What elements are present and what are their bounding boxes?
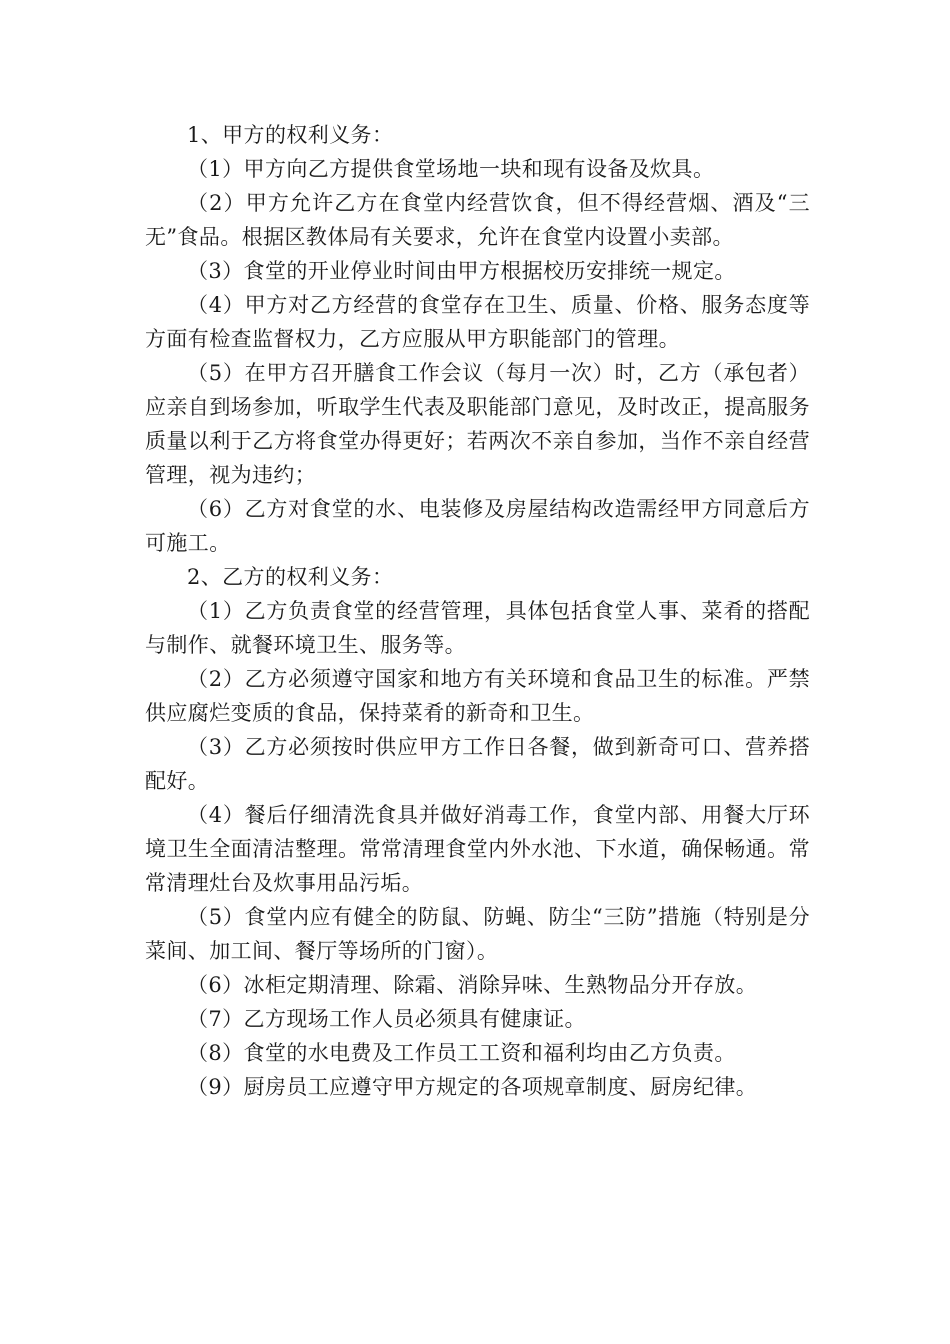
document-body [145,118,810,1104]
paragraph: （6）乙方对食堂的水、电装修及房屋结构改造需经甲方同意后方可施工。 [145,497,810,555]
paragraph: （4）甲方对乙方经营的食堂存在卫生、质量、价格、服务态度等方面有检查监督权力，乙方应服从甲方职能部门的管理。 [145,293,810,351]
paragraph: （2）乙方必须遵守国家和地方有关环境和食品卫生的标准。严禁供应腐烂变质的食品，保持菜肴的新奇和卫生。 [145,667,810,725]
paragraph: （5）在甲方召开膳食工作会议（每月一次）时，乙方（承包者）应亲自到场参加，听取学生代表及职能部门意见，及时改正，提高服务质量以利于乙方将食堂办得更好；若两次不亲自参加，当作不亲自经营管理，视为违约； [145,361,810,487]
paragraph: （6）冰柜定期清理、除霜、消除异味、生熟物品分开存放。 [187,973,758,997]
paragraph: （8）食堂的水电费及工作员工工资和福利均由乙方负责。 [187,1041,736,1065]
paragraph: （3）食堂的开业停业时间由甲方根据校历安排统一规定。 [187,259,736,283]
section-heading-party-b: 2、乙方的权利义务： [187,565,394,589]
paragraph: （5）食堂内应有健全的防鼠、防蝇、防尘“三防”措施（特别是分菜间、加工间、餐厅等场所的门窗）。 [145,905,810,963]
section-heading-party-a: 1、甲方的权利义务： [187,123,394,147]
paragraph: （3）乙方必须按时供应甲方工作日各餐，做到新奇可口、营养搭配好。 [145,735,810,793]
paragraph: （2）甲方允许乙方在食堂内经营饮食，但不得经营烟、酒及“三无”食品。根据区教体局有关要求，允许在食堂内设置小卖部。 [145,191,810,249]
paragraph: （1）乙方负责食堂的经营管理，具体包括食堂人事、菜肴的搭配与制作、就餐环境卫生、服务等。 [145,599,810,657]
paragraph: （9）厨房员工应遵守甲方规定的各项规章制度、厨房纪律。 [187,1075,758,1099]
paragraph: （7）乙方现场工作人员必须具有健康证。 [187,1007,586,1031]
paragraph: （1）甲方向乙方提供食堂场地一块和现有设备及炊具。 [187,157,715,181]
paragraph: （4）餐后仔细清洗食具并做好消毒工作，食堂内部、用餐大厅环境卫生全面清洁整理。常常清理食堂内外水池、下水道，确保畅通。常常清理灶台及炊事用品污垢。 [145,803,810,895]
